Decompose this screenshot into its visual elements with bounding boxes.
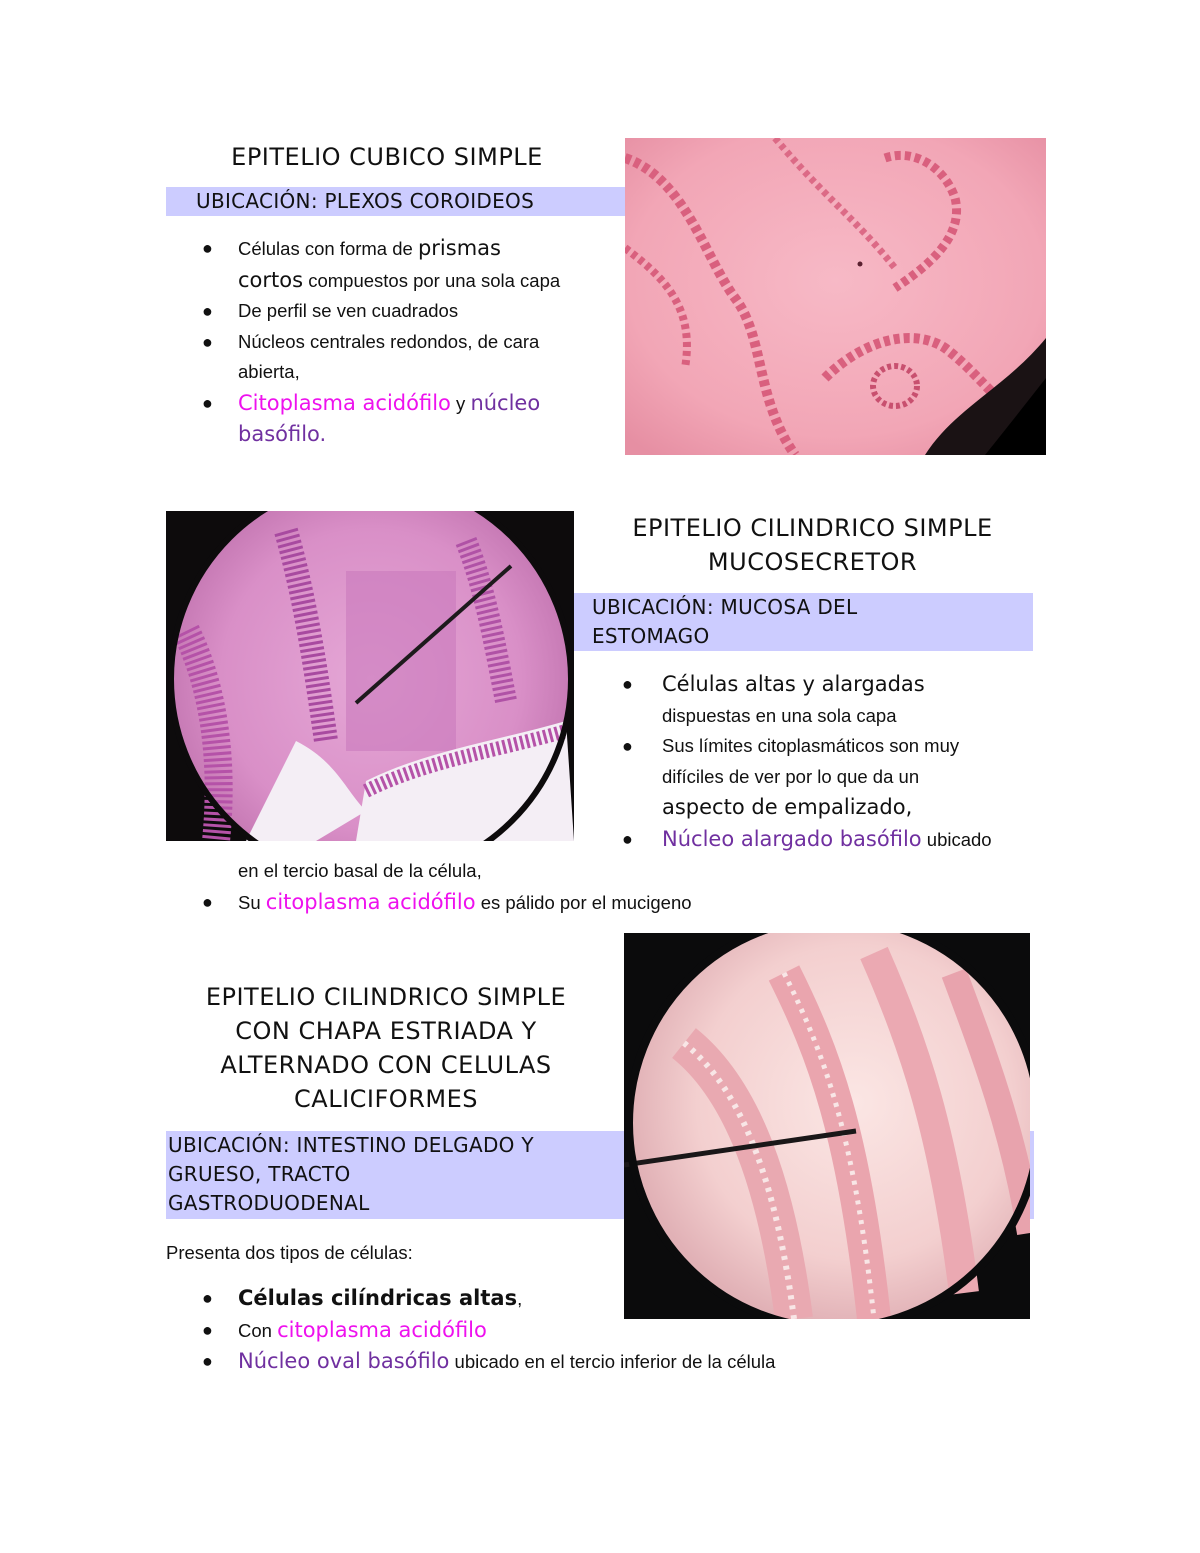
basophil-text: núcleo [470,390,541,415]
bullet-text: Sus límites citoplasmáticos son muy [662,735,960,756]
section2-title [590,511,1035,579]
bullet-text-emph: prismas [417,236,501,260]
section2-location-line1: UBICACIÓN: MUCOSA DEL [592,595,858,619]
section3-title-line: EPITELIO CILINDRICO SIMPLE [205,983,567,1011]
list-item [166,296,626,327]
micrograph-choroid-plexus [625,138,1046,455]
section1-bullet-list [166,233,626,451]
bullet-icon: ● [202,331,213,352]
bullet-icon: ● [202,1319,213,1340]
bullet-icon: ● [622,674,633,694]
section3-location-line: GRUESO, TRACTO [168,1162,351,1186]
list-item [590,824,1050,856]
bullet-text: Su [238,891,266,913]
section1-location-text: UBICACIÓN: PLEXOS COROIDEOS [196,189,535,213]
list-item [166,1315,1066,1347]
list-item [166,887,1066,919]
section3-title-line: CON CHAPA ESTRIADA Y [235,1017,537,1045]
bullet-text: difíciles de ver por lo que da un [662,765,920,787]
bullet-icon: ● [622,736,633,756]
section3-title [166,980,606,1116]
acidophil-text: citoplasma acidófilo [277,1317,487,1342]
list-item [166,388,626,451]
bullet-icon: ● [202,1351,213,1371]
bullet-text-emph: Células altas y alargadas [662,672,925,696]
acidophil-text: Citoplasma acidófilo [238,390,451,415]
bullet-continuation: en el tercio basal de la célula, [238,860,482,881]
bullet-icon: ● [202,891,213,912]
bullet-icon: ● [622,828,633,849]
section2-bullet-list-cont [166,856,1066,918]
section2-location-line2: ESTOMAGO [592,624,710,648]
bullet-text: abierta, [238,361,300,382]
list-item [590,669,1050,731]
section2-location [574,593,1033,651]
section3-title-line: CALICIFORMES [294,1085,478,1113]
bullet-icon: ● [202,301,213,321]
bullet-text-emph: cortos [238,267,304,292]
basophil-text: Núcleo oval basófilo [238,1349,450,1373]
acidophil-text: citoplasma acidófilo [265,889,476,914]
section3-location-line: UBICACIÓN: INTESTINO DELGADO Y [168,1133,534,1157]
bullet-text: ubicado en el tercio inferior de la célula [449,1351,776,1372]
section3-intro: Presenta dos tipos de células: [166,1242,413,1263]
section1-title: EPITELIO CUBICO SIMPLE [231,143,543,171]
section2-bullet-list [590,669,1050,855]
list-item [166,327,626,388]
list-item [166,1346,1066,1378]
list-item [590,731,1050,824]
section2-title-line2: MUCOSECRETOR [707,548,918,576]
section1-location [166,187,626,216]
section3-location-line: GASTRODUODENAL [168,1191,370,1215]
bullet-icon: ● [202,392,213,413]
bullet-text: Con [238,1319,278,1341]
basophil-text: basófilo. [238,422,327,446]
bullet-text: es pálido por el mucigeno [475,891,692,913]
bullet-icon: ● [202,1288,213,1308]
bullet-text: y [450,392,471,414]
bullet-text: ubicado [921,828,992,850]
section2-title-line1: EPITELIO CILINDRICO SIMPLE [632,514,993,542]
bullet-text: Núcleos centrales redondos, de cara [238,330,540,352]
basophil-text: Núcleo alargado basófilo [662,826,922,851]
list-item [166,233,626,296]
bullet-text: dispuestas en una sola capa [662,704,897,726]
section3-title-line: ALTERNADO CON CELULAS [220,1051,552,1079]
bullet-text: , [517,1288,523,1309]
micrograph-stomach-mucosa [166,511,574,841]
micrograph-intestine [624,933,1030,1319]
bullet-text: De perfil se ven cuadrados [238,300,459,321]
bullet-text: compuestos por una sola capa [303,269,561,291]
list-item [166,1283,1066,1315]
bullet-text: Células con forma de [238,238,418,259]
bullet-icon: ● [202,238,213,258]
bullet-text-bold: Células cilíndricas altas [238,1286,518,1310]
section3-bullet-list [166,1283,1066,1378]
bullet-text-emph: aspecto de empalizado, [662,795,913,819]
